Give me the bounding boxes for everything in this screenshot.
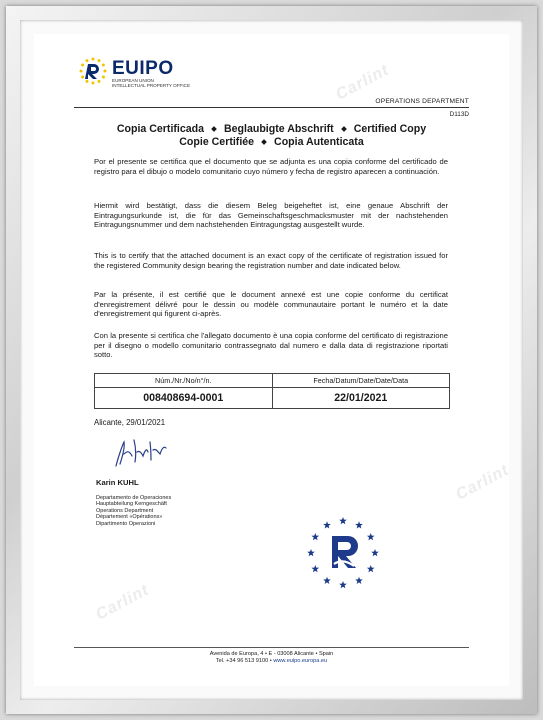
- issue-date: 29/01/2021: [126, 418, 166, 427]
- signatory-department: [96, 495, 171, 527]
- paragraph-en: This is to certify that the attached document is an exact copy of the certificate of registration issued for the registered Community design bearing the registration number and date indicated below.: [94, 251, 448, 270]
- footer-address: Avenida de Europa, 4 • E - 03008 Alicante • Spain: [209, 651, 334, 657]
- footer-phone: Tel. +34 96 513 9100 •: [215, 658, 272, 665]
- diamond-bullet-icon: [261, 139, 267, 145]
- footer-divider: [74, 647, 469, 648]
- handwritten-signature: [110, 436, 170, 470]
- star-icon: [311, 533, 319, 540]
- star-icon: [355, 521, 363, 528]
- star-icon: [311, 565, 319, 572]
- number-header: Núm./Nr./No/n°/n.: [95, 374, 273, 388]
- euipo-seal-icon: [304, 514, 382, 592]
- registration-number: 008408694-0001: [95, 388, 273, 408]
- star-icon: [323, 521, 331, 528]
- euipo-logo: [78, 56, 198, 88]
- logo-wordmark: EUIPO: [112, 58, 174, 79]
- star-icon: [339, 581, 347, 588]
- star-icon: [367, 533, 375, 540]
- dept-line: Operations Department: [96, 507, 154, 514]
- dept-line: Departamento de Operaciones: [96, 495, 172, 501]
- certificate-titles: [74, 123, 469, 149]
- department-header: OPERATIONS DEPARTMENT: [375, 98, 469, 105]
- registration-date: 22/01/2021: [334, 392, 388, 404]
- footer: [74, 651, 469, 666]
- header-divider: [74, 107, 469, 108]
- diamond-bullet-icon: [341, 126, 347, 132]
- dept-line: Hauptabteilung Kerngeschäft: [96, 501, 167, 508]
- place-and-date: [94, 418, 165, 427]
- watermark: Carlint: [93, 581, 153, 624]
- title-es: Copia Certificada: [116, 123, 205, 135]
- footer-contact: [74, 658, 469, 665]
- dept-line: Département «Opérations»: [96, 514, 163, 521]
- date-header: Fecha/Datum/Date/Date/Data: [273, 374, 450, 388]
- star-icon: [355, 577, 363, 584]
- table-row: [95, 388, 449, 408]
- title-en: Certified Copy: [353, 123, 427, 135]
- paragraph-es: Por el presente se certifica que el documento que se adjunta es una copia conforme del certificado de registro para el dibujo o modelo comunitario cuyo número y fecha de registro aparecen a continuación.: [94, 157, 448, 176]
- logo-subtitle: EUROPEAN UNION INTELLECTUAL PROPERTY OFFICE: [112, 78, 191, 88]
- diamond-bullet-icon: [211, 126, 217, 132]
- titles-line-1: [74, 123, 469, 136]
- watermark: Carlint: [453, 461, 513, 504]
- dept-line: Dipartimento Operazioni: [96, 520, 156, 527]
- registration-table: [94, 373, 450, 409]
- titles-line-2: [74, 136, 469, 149]
- paragraph-it: Con la presente si certifica che l'allegato documento è una copia conforme del certificato di registrazione per il disegno o modello comunitario contrassegnato dal numero e dalla data di registrazione riportati sotto.: [94, 331, 448, 360]
- signatory-name: Karin KUHL: [96, 478, 139, 487]
- euipo-emblem-icon: [78, 56, 108, 86]
- document-code: D113D: [449, 111, 469, 118]
- paragraph-fr: Par la présente, il est certifié que le document annexé est une copie conforme du certificat d'enregistrement délivré pour le dessin ou modèle communautaire portant le numéro et la date d'enregistrement qui figurent ci-après.: [94, 290, 448, 319]
- title-it: Copia Autenticata: [274, 136, 364, 148]
- issue-place: Alicante,: [94, 418, 124, 427]
- title-fr: Copie Certifiée: [179, 136, 255, 148]
- paragraph-de: Hiermit wird bestätigt, dass die diesem Beleg beigeheftet ist, eine genaue Abschrift der Eintragungsurkunde ist, die für das Gemeinschaftsgeschmacksmuster mit der nachstehenden Eintragungsnummer und dem nachstehenden Eintragungstag ausgestellt wurde.: [94, 201, 448, 230]
- title-de: Beglaubigte Abschrift: [224, 123, 334, 135]
- certificate-page: [34, 34, 513, 686]
- watermark: Carlint: [333, 61, 393, 104]
- star-icon: [367, 565, 375, 572]
- star-icon: [323, 577, 331, 584]
- table-header-row: [95, 374, 449, 388]
- star-icon: [371, 549, 379, 556]
- star-icon: [307, 549, 315, 556]
- star-icon: [339, 517, 347, 524]
- footer-website-link[interactable]: www.euipo.europa.eu: [273, 658, 328, 665]
